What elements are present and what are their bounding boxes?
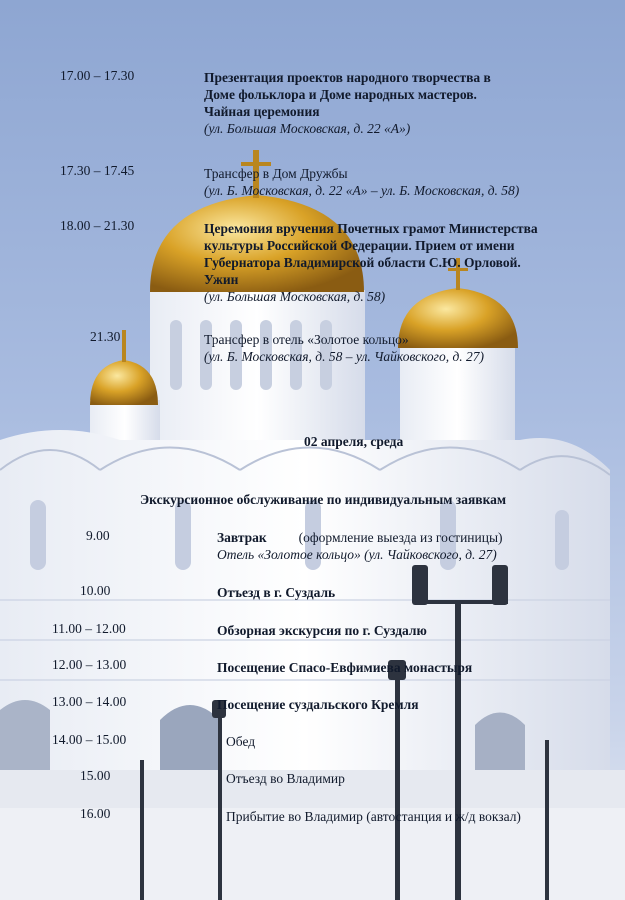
day-heading: 02 апреля, среда	[304, 434, 404, 449]
schedule-time: 17.30 – 17.45	[60, 163, 135, 178]
schedule-time: 21.30	[90, 329, 121, 344]
address-line: (ул. Б. Московская, д. 22 «А» – ул. Б. Московская, д. 58)	[204, 183, 520, 198]
schedule-description: Отъезд во Владимир	[226, 771, 345, 786]
description-line	[217, 529, 503, 546]
meal-note: (оформление выезда из гостиницы)	[298, 530, 503, 545]
schedule-description	[204, 69, 491, 137]
schedule-description	[204, 331, 484, 365]
description-line: Трансфер в отель «Золотое кольцо»	[204, 332, 409, 347]
schedule-description: Посещение Спасо-Евфимиева монастыря	[217, 660, 473, 675]
schedule-description: Отъезд в г. Суздаль	[217, 585, 336, 600]
schedule-time: 10.00	[80, 583, 111, 598]
schedule-time: 14.00 – 15.00	[52, 732, 127, 747]
schedule-description: Прибытие во Владимир (автостанция и ж/д вокзал)	[226, 809, 521, 824]
schedule-description: Обзорная экскурсия по г. Суздалю	[217, 623, 427, 638]
address-line: (ул. Большая Московская, д. 22 «А»)	[204, 121, 411, 136]
address-line: (ул. Большая Московская, д. 58)	[204, 289, 386, 304]
schedule-description	[204, 165, 519, 199]
meal-label: Завтрак	[217, 530, 267, 545]
description-line: Трансфер в Дом Дружбы	[204, 166, 348, 181]
schedule-time: 9.00	[86, 528, 110, 543]
schedule-time: 17.00 – 17.30	[60, 68, 135, 83]
schedule-time: 15.00	[80, 768, 111, 783]
description-line: Церемония вручения Почетных грамот Министерства	[204, 221, 538, 236]
schedule-description: Обед	[226, 734, 256, 749]
description-line: Доме фольклора и Доме народных мастеров.	[204, 87, 477, 102]
description-line: Чайная церемония	[204, 104, 320, 119]
schedule-description: Посещение суздальского Кремля	[217, 697, 419, 712]
address-line: (ул. Б. Московская, д. 58 – ул. Чайковского, д. 27)	[204, 349, 485, 364]
description-line: культуры Российской Федерации. Прием от имени	[204, 238, 515, 253]
description-line: Ужин	[204, 272, 239, 287]
schedule-time: 11.00 – 12.00	[52, 621, 126, 636]
schedule-description	[217, 529, 503, 563]
description-line: Презентация проектов народного творчества в	[204, 70, 491, 85]
excursion-subheading: Экскурсионное обслуживание по индивидуальным заявкам	[140, 492, 507, 507]
address-line: Отель «Золотое кольцо» (ул. Чайковского, д. 27)	[217, 547, 497, 562]
schedule-time: 12.00 – 13.00	[52, 657, 127, 672]
schedule-time: 18.00 – 21.30	[60, 218, 135, 233]
schedule-description	[204, 220, 538, 305]
schedule-time: 16.00	[80, 806, 111, 821]
schedule-time: 13.00 – 14.00	[52, 694, 127, 709]
description-line: Губернатора Владимирской области С.Ю. Орловой.	[204, 255, 521, 270]
